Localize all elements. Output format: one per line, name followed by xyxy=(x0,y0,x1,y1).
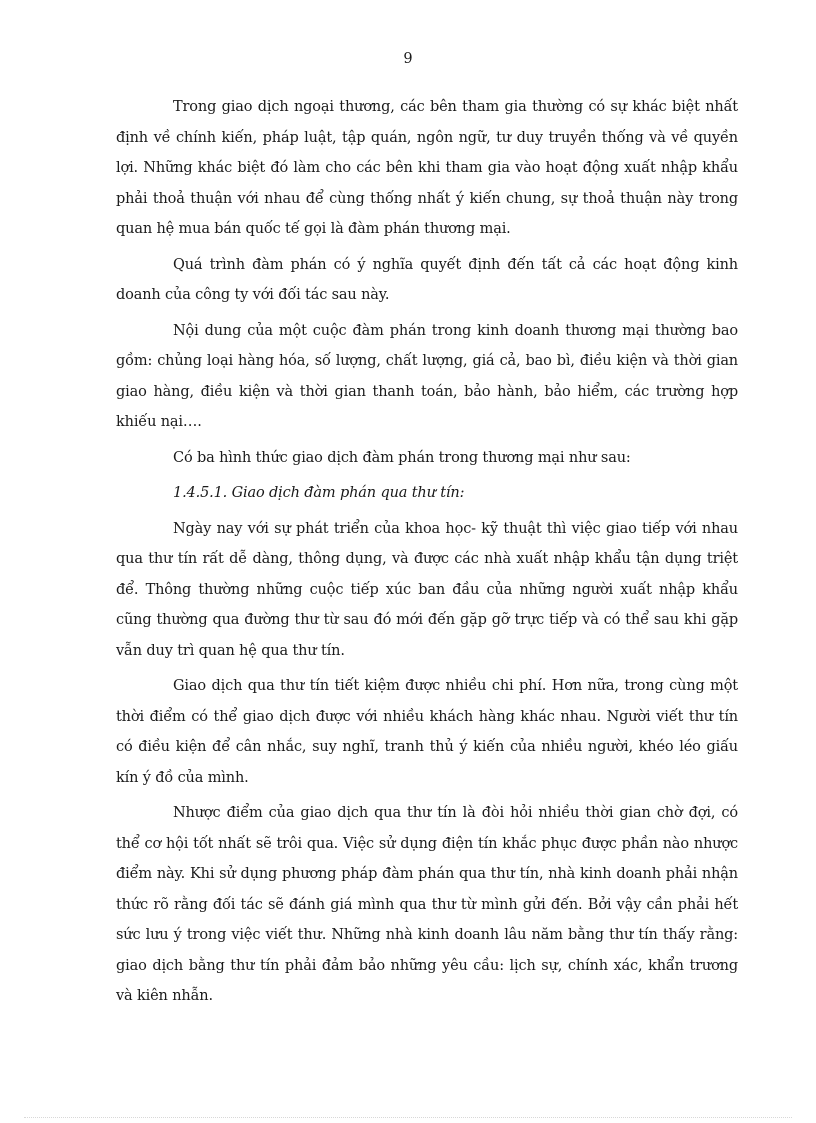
document-body xyxy=(116,92,738,1017)
paragraph-negotiation-importance: Quá trình đàm phán có ý nghĩa quyết định đến tất cả các hoạt động kinh doanh của công ty với đối tác sau này. xyxy=(116,256,738,303)
paragraph-negotiation-intro: Trong giao dịch ngoại thương, các bên tham gia thường có sự khác biệt nhất định về chính kiến, pháp luật, tập quán, ngôn ngữ, tư duy truyền thống và về quyền lợi. Những khác biệt đó làm cho các bên khi tham gia vào hoạt động xuất nhập khẩu phải thoả thuận với nhau để cùng thống nhất ý kiến chung, sự thoả thuận này trong quan hệ mua bán quốc tế gọi là đàm phán thương mại. xyxy=(116,99,738,237)
paragraph-negotiation-content: Nội dung của một cuộc đàm phán trong kinh doanh thương mại thường bao gồm: chủng loại hàng hóa, số lượng, chất lượng, giá cả, bao bì, điều kiện và thời gian giao hàng, điều kiện và thời gian thanh toán, bảo hành, bảo hiểm, các trường hợp khiếu nại…. xyxy=(116,322,738,430)
page-number: 9 xyxy=(403,51,413,67)
section-heading-letter-negotiation: 1.4.5.1. Giao dịch đàm phán qua thư tín: xyxy=(173,485,465,501)
paragraph-letter-advantages: Giao dịch qua thư tín tiết kiệm được nhiều chi phí. Hơn nữa, trong cùng một thời điểm có thể giao dịch được với nhiều khách hàng khác nhau. Người viết thư tín có điều kiện để cân nhắc, suy nghĩ, tranh thủ ý kiến của nhiều người, khéo léo giấu kín ý đồ của mình. xyxy=(116,678,738,786)
footer-divider xyxy=(24,1117,792,1118)
paragraph-letter-communication: Ngày nay với sự phát triển của khoa học- kỹ thuật thì việc giao tiếp với nhau qua thư tín rất dễ dàng, thông dụng, và được các nhà xuất nhập khẩu tận dụng triệt để. Thông thường những cuộc tiếp xúc ban đầu của những người xuất nhập khẩu cũng thường qua đường thư từ sau đó mới đến gặp gỡ trực tiếp và có thể sau khi gặp vẫn duy trì quan hệ qua thư tín. xyxy=(116,520,738,659)
paragraph-negotiation-forms: Có ba hình thức giao dịch đàm phán trong thương mại như sau: xyxy=(173,449,631,466)
paragraph-letter-disadvantages: Nhược điểm của giao dịch qua thư tín là đòi hỏi nhiều thời gian chờ đợi, có thể cơ hội tốt nhất sẽ trôi qua. Việc sử dụng điện tín khắc phục được phần nào nhược điểm này. Khi sử dụng phương pháp đàm phán qua thư tín, nhà kinh doanh phải nhận thức rõ rằng đối tác sẽ đánh giá mình qua thư từ mình gửi đến. Bởi vậy cần phải hết sức lưu ý trong việc viết thư. Những nhà kinh doanh lâu năm bằng thư tín thấy rằng: giao dịch bằng thư tín phải đảm bảo những yêu cầu: lịch sự, chính xác, khẩn trương và kiên nhẫn. xyxy=(116,805,738,1004)
